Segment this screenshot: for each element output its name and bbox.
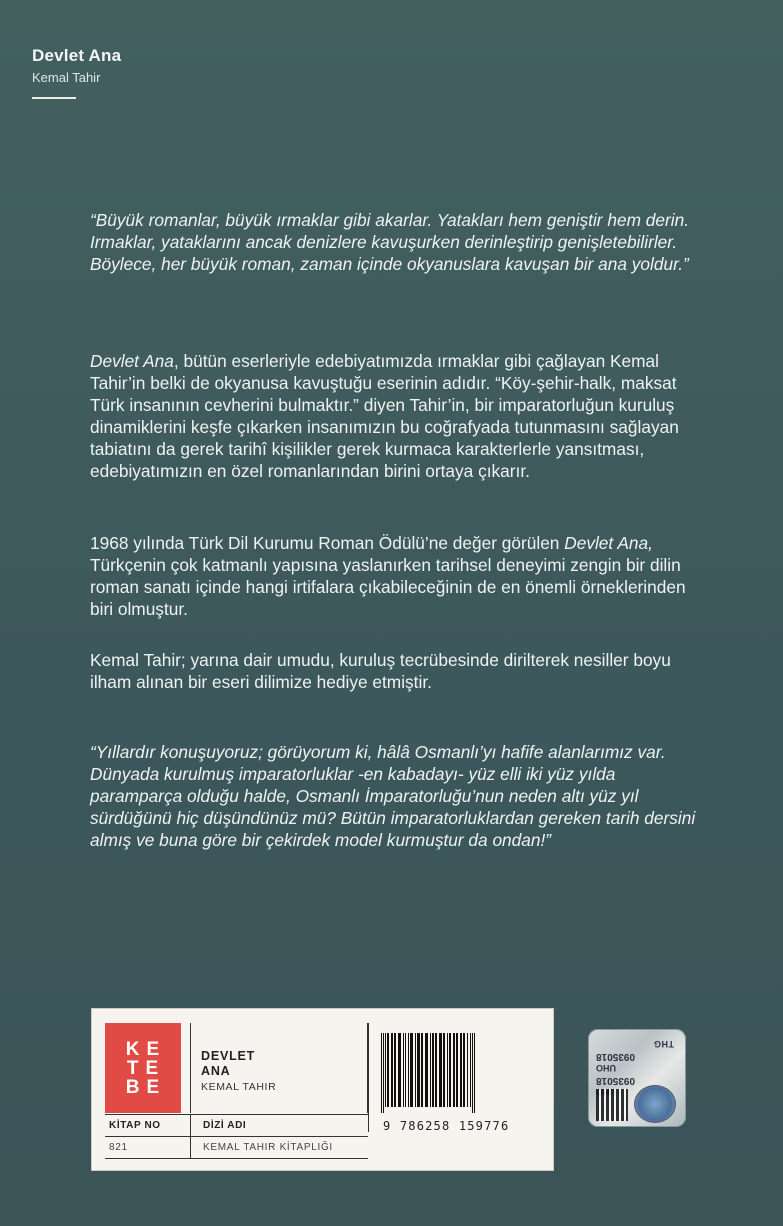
logo-line-1: KE [125, 1038, 167, 1060]
barcode-bar [405, 1033, 406, 1107]
description-paragraph-2-text: Türkçenin çok katmanlı yapısına yaslanırken tarihsel deneyimi zengin bir dilin roman sanatı içinde hangi irtifalara çıkabileceğinin de en önemli örneklerinden biri olmuştur. [90, 555, 686, 619]
description-paragraph-1 [90, 350, 710, 482]
qr-code-icon [596, 1089, 628, 1121]
barcode-bar [456, 1033, 458, 1107]
ketebe-logo [105, 1023, 181, 1113]
barcode-bar [387, 1033, 389, 1107]
barcode-bar [417, 1033, 420, 1107]
label-book-info [190, 1023, 368, 1113]
sticker-brand: THG [653, 1039, 674, 1049]
barcode-bar [460, 1033, 462, 1107]
barcode-bar [432, 1033, 434, 1107]
label-author: KEMAL TAHIR [201, 1081, 277, 1093]
logo-line-2: TE [126, 1057, 166, 1079]
label-title-line-1: DEVLET [201, 1049, 256, 1063]
barcode-bar [449, 1033, 451, 1107]
dizi-adi-header: DİZİ ADI [190, 1115, 368, 1136]
barcode-bar [394, 1033, 396, 1107]
opening-quote: “Büyük romanlar, büyük ırmaklar gibi akarlar. Yatakları hem geniştir hem derin. Irmaklar, yataklarını ancak denizlere kavuşurken derinleştirip genişletebilirler. Böylece, her büyük roman, zaman içinde okyanuslara kavuşan bir ana yoldur.” [90, 210, 690, 274]
inline-book-title-2: Devlet Ana, [564, 533, 653, 553]
hologram-sticker [588, 1029, 686, 1127]
description-paragraph-3: Kemal Tahir; yarına dair umudu, kuruluş tecrübesinde dirilterek nesiller boyu ilham alınan bir eseri dilimize hediye etmiştir. [90, 650, 671, 692]
barcode-area [368, 1023, 546, 1132]
book-author: Kemal Tahir [32, 70, 101, 85]
barcode-bar [463, 1033, 465, 1107]
barcode-bar [470, 1033, 471, 1107]
barcode-bar [410, 1033, 413, 1107]
barcode-bar [474, 1033, 475, 1113]
barcode-bar [439, 1033, 442, 1107]
barcode-bar [415, 1033, 416, 1107]
book-title: Devlet Ana [32, 46, 122, 65]
barcode [379, 1033, 537, 1113]
barcode-bar [435, 1033, 437, 1107]
kitap-no-header: KİTAP NO [109, 1120, 161, 1131]
barcode-bar [467, 1033, 468, 1107]
barcode-bar [383, 1033, 384, 1113]
barcode-bar [453, 1033, 455, 1107]
barcode-bar [443, 1033, 445, 1107]
barcode-bar [425, 1033, 428, 1107]
kitap-no-value: 821 [109, 1142, 128, 1153]
barcode-bar [398, 1033, 401, 1107]
barcode-bar [408, 1033, 409, 1107]
label-header-row [105, 1114, 368, 1137]
closing-quote: “Yıllardır konuşuyoruz; görüyorum ki, hâlâ Osmanlı’yı hafife alanlarımız var. Dünyada kurulmuş imparatorluklar -en kabadayı- yüz elli iki yüz yılda paramparça olduğu halde, Osmanlı İmparatorluğu’nun neden altı yüz yıl sürdüğünü hiç düşündünüz mü? Bütün imparatorluklardan gereken tarih dersini almış ve buna göre bir çekirdek model kurmuştur da ondan!” [90, 742, 696, 850]
sticker-serial-1: 0935018 [596, 1051, 635, 1062]
dizi-adi-value: KEMAL TAHIR KİTAPLIĞI [190, 1137, 368, 1158]
barcode-bar [391, 1033, 393, 1107]
sticker-serial-2: 0935018 [596, 1075, 635, 1086]
label-value-row [105, 1137, 368, 1159]
title-divider [32, 97, 76, 99]
barcode-bar [430, 1033, 431, 1107]
description-paragraph-1-text: , bütün eserleriyle edebiyatımızda ırmaklar gibi çağlayan Kemal Tahir’in belki de okyanusa kavuştuğu eserinin adıdır. “Köy-şehir-halk, maksat Türk insanının cevherini bulmaktır.” diyen Tahir’in, bir imparatorluğun kuruluş dinamiklerini keşfe çıkarken insanımızın bu coğrafyada tutunmasını sağlayan tabiatını da gerek tarihî kişilikler gerek kurmaca karakterlerle yansıtması, edebiyatımızın en özel romanlarından birini ortaya çıkarır. [90, 351, 679, 481]
barcode-bar [421, 1033, 423, 1107]
label-title-line-2: ANA [201, 1064, 231, 1078]
inline-book-title: Devlet Ana [90, 351, 174, 371]
barcode-bar [403, 1033, 404, 1107]
barcode-bar [381, 1033, 382, 1113]
barcode-bar [447, 1033, 448, 1107]
description-paragraph-2 [90, 532, 710, 620]
hologram-seal-icon [634, 1085, 676, 1123]
description-paragraph-2-start: 1968 yılında Türk Dil Kurumu Roman Ödülü’ne değer görülen [90, 533, 565, 553]
isbn-number: 9 786258 159776 [383, 1119, 510, 1133]
logo-line-3: BE [125, 1076, 167, 1098]
sticker-code-1: UHO [596, 1063, 616, 1073]
barcode-bar [385, 1033, 386, 1107]
barcode-bar [472, 1033, 473, 1113]
publisher-label [91, 1008, 554, 1171]
